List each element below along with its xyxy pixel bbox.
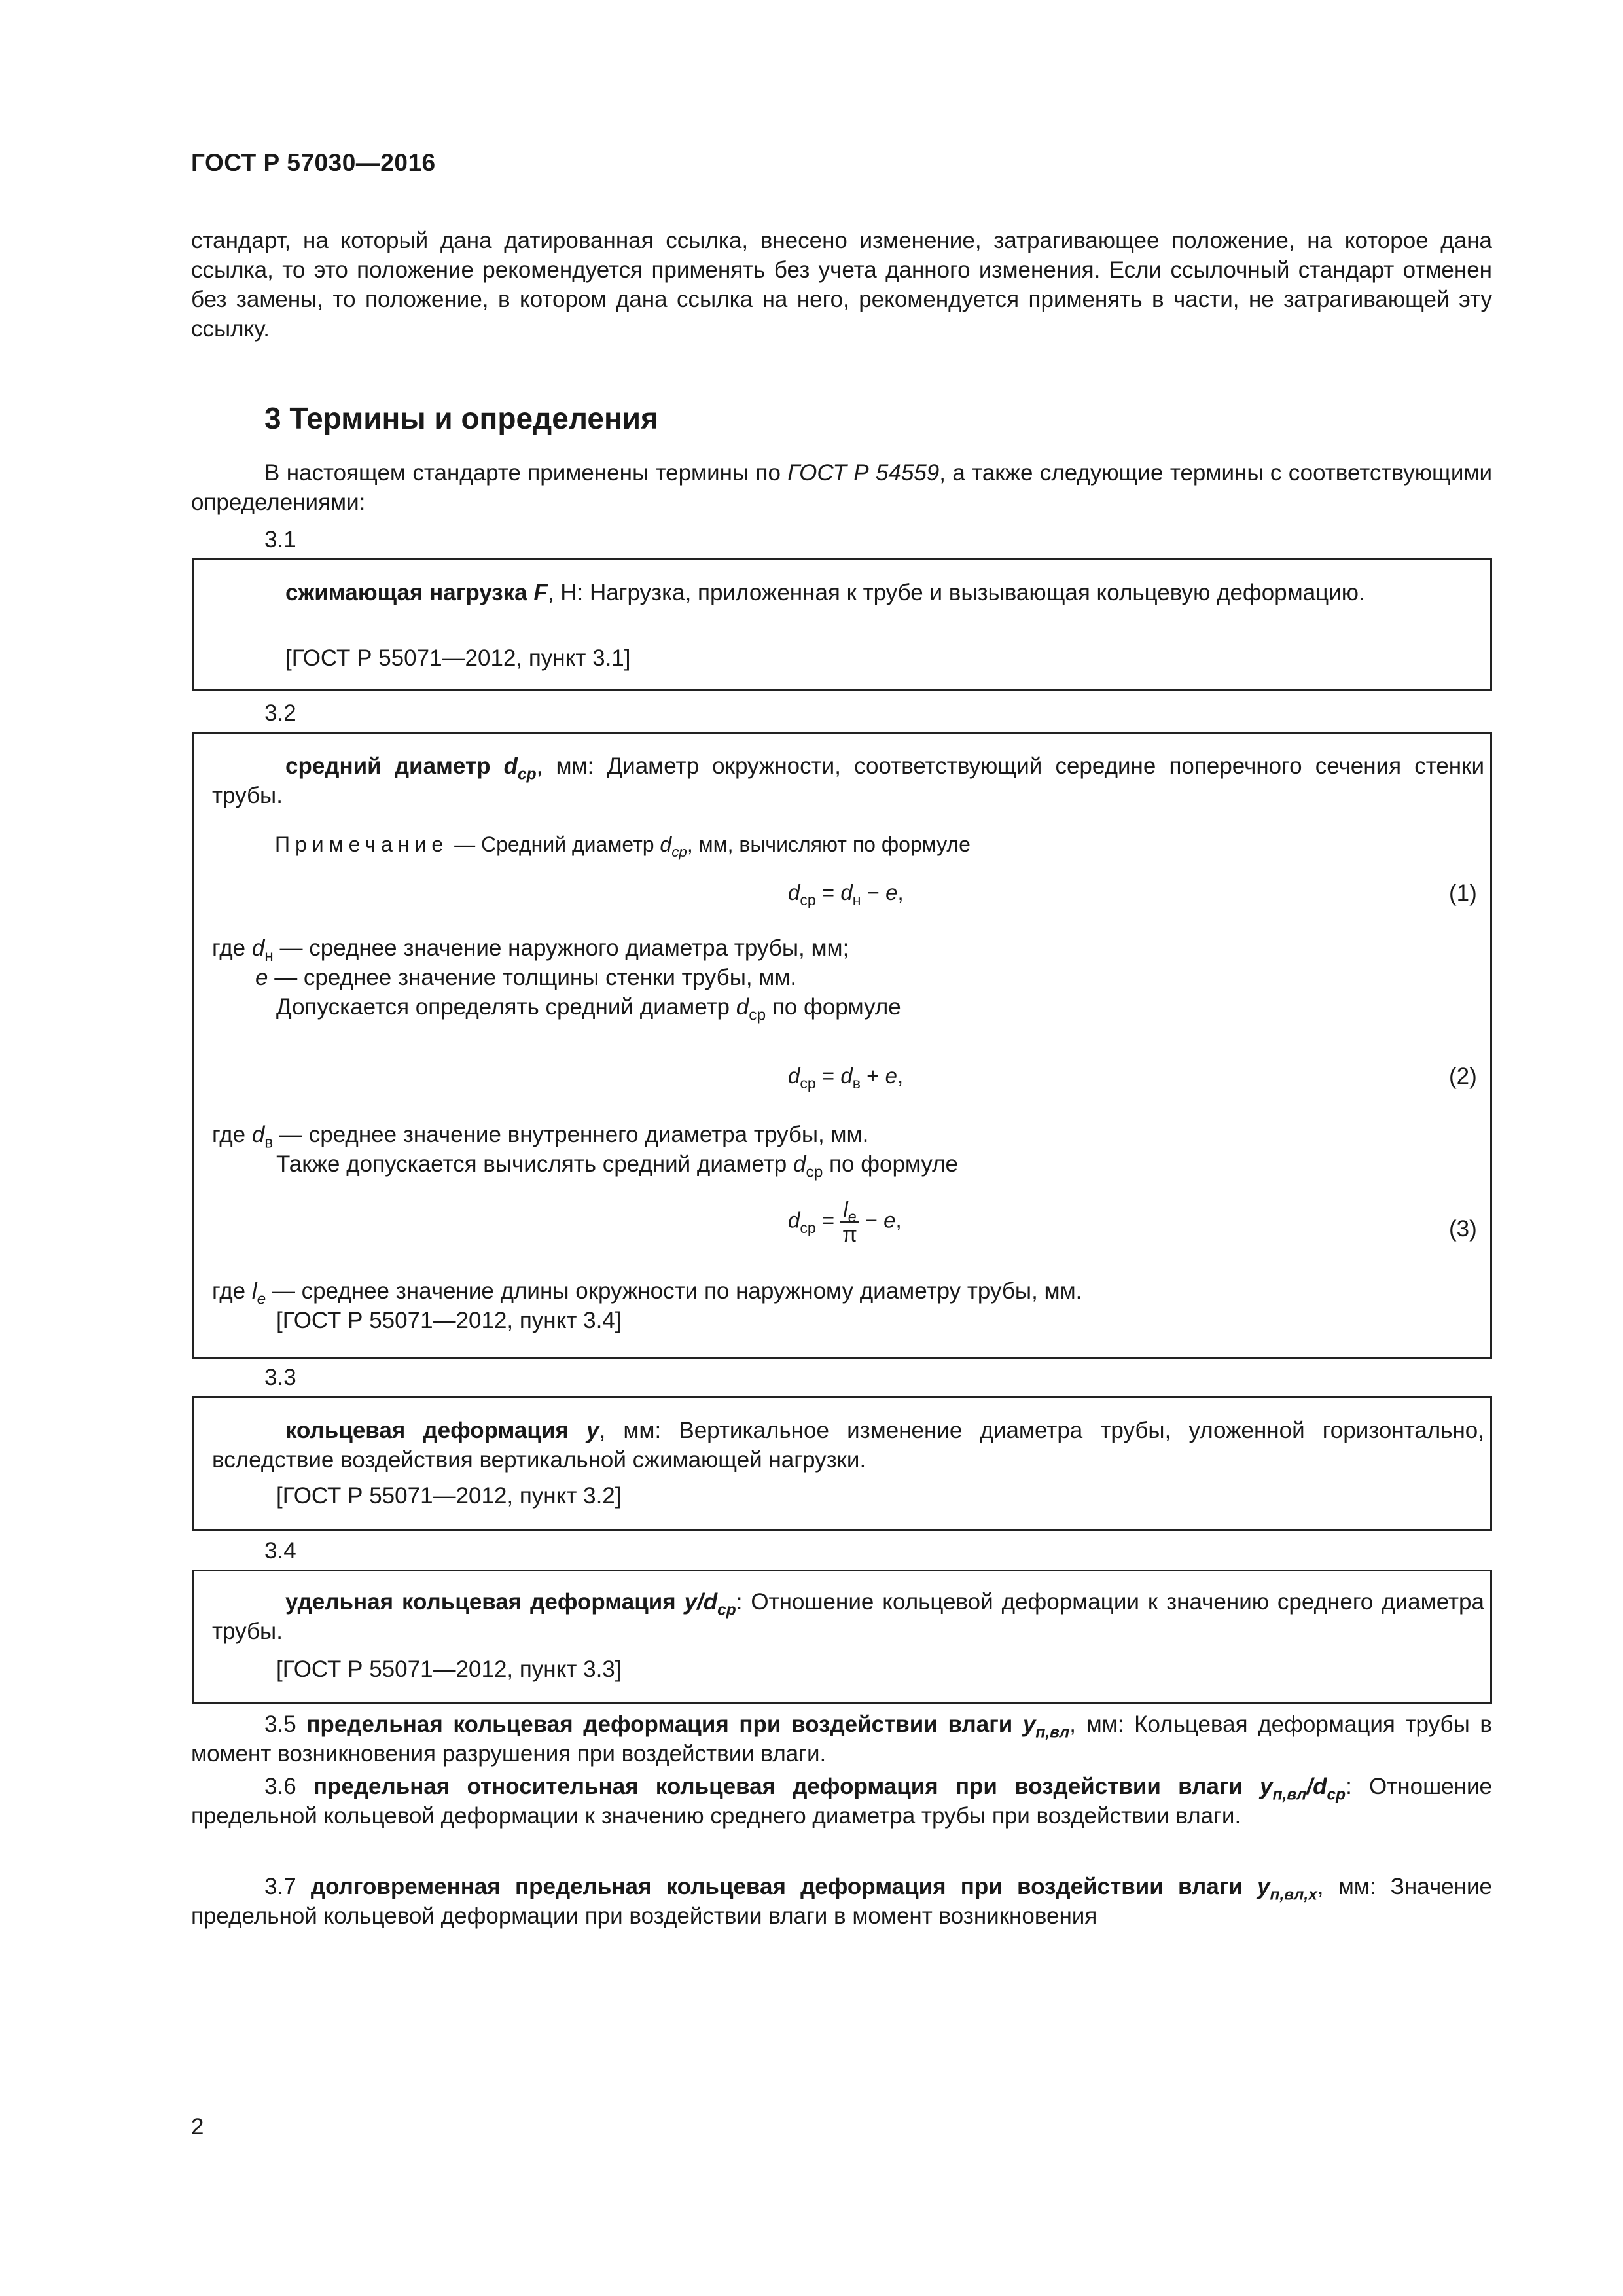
term-3-3-definition: кольцевая деформация y, мм: Вертикальное изменение диаметра трубы, уложенной горизонтально, вследствие воздействия вертикальной сжимающей нагрузки. xyxy=(212,1418,1484,1473)
ref-link: ГОСТ Р 54559 xyxy=(787,460,940,486)
term-3-1-definition: сжимающая нагрузка F, Н: Нагрузка, приложенная к трубе и вызывающая кольцевую деформацию. xyxy=(285,580,1365,605)
allow-2: Также допускается вычислять средний диаметр $d_{ср}$ по формуле xyxy=(276,1151,958,1181)
formula-1: $d_{ср} = d_н - e$, xyxy=(788,880,904,909)
page-number: 2 xyxy=(191,2114,204,2140)
term-3-5: 3.5 предельная кольцевая деформация при воздействии влаги $y_{п,вл}$, мм: Кольцевая деформация трубы в момент возникновения разрушения при воздействии влаги. xyxy=(191,1712,1492,1767)
formula-3: $d_{ср}$ = $\frac{l_e}{\pi}$ − e, xyxy=(788,1197,902,1246)
term-box-3-2 xyxy=(192,732,1492,1359)
term-3-6: 3.6 предельная относительная кольцевая деформация при воздействии влаги $y_{п,вл}/d_{ср}$: Отношение предельной кольцевой деформации к значению среднего диаметра трубы при воздействии влаги. xyxy=(191,1774,1492,1829)
term-number: 3.4 xyxy=(264,1538,296,1564)
where-1b: e — среднее значение толщины стенки трубы, мм. xyxy=(255,965,797,990)
where-3: где $l_e$ — среднее значение длины окружности по наружному диаметру трубы, мм. xyxy=(212,1278,1082,1308)
note: Примечание — Средний диаметр $d_{ср}$, мм, вычисляют по формуле xyxy=(275,833,971,860)
where-1: где $d_н$ — среднее значение наружного диаметра трубы, мм; xyxy=(212,935,849,965)
term-3-4-source: [ГОСТ Р 55071—2012, пункт 3.3] xyxy=(276,1657,622,1682)
term-3-4-definition: удельная кольцевая деформация $y/d_{ср}$: Отношение кольцевой деформации к значению среднего диаметра трубы. xyxy=(212,1589,1484,1644)
section-lead: В настоящем стандарте применены термины по ГОСТ Р 54559, а также следующие термины с соответствующими определениями: xyxy=(191,460,1493,515)
formula-2: $d_{ср} = d_в + e$, xyxy=(788,1064,904,1092)
term-3-2-source: [ГОСТ Р 55071—2012, пункт 3.4] xyxy=(276,1308,622,1333)
intro-paragraph: стандарт, на который дана датированная ссылка, внесено изменение, затрагивающее положение, на которое дана ссылка, то это положение рекомендуется применять без учета данного изменения. Если ссылочный стандарт отменен без замены, то положение, в котором дана ссылка на него, рекомендуется применять в части, не затрагивающей эту ссылку. xyxy=(191,228,1492,342)
term-number: 3.3 xyxy=(264,1365,296,1390)
term-3-2-definition: средний диаметр $d_{ср}$, мм: Диаметр окружности, соответствующий середине поперечного сечения стенки трубы. xyxy=(212,753,1484,808)
allow-1: Допускается определять средний диаметр $d_{ср}$ по формуле xyxy=(276,994,901,1024)
section-title: 3 Термины и определения xyxy=(264,401,658,435)
term-3-7: 3.7 долговременная предельная кольцевая деформация при воздействии влаги $y_{п,вл,x}$, мм: Значение предельной кольцевой деформации при воздействии влаги в момент возникновения xyxy=(191,1874,1492,1929)
term-number: 3.1 xyxy=(264,527,296,552)
formula-number: (1) xyxy=(1449,880,1477,906)
where-2: где $d_в$ — среднее значение внутреннего диаметра трубы, мм. xyxy=(212,1122,869,1152)
term-number: 3.2 xyxy=(264,700,296,726)
term-3-3-source: [ГОСТ Р 55071—2012, пункт 3.2] xyxy=(276,1483,622,1509)
formula-number: (2) xyxy=(1449,1064,1477,1089)
term-3-1-source: [ГОСТ Р 55071—2012, пункт 3.1] xyxy=(285,645,631,671)
document-header: ГОСТ Р 57030—2016 xyxy=(191,149,436,176)
formula-number: (3) xyxy=(1449,1216,1477,1242)
